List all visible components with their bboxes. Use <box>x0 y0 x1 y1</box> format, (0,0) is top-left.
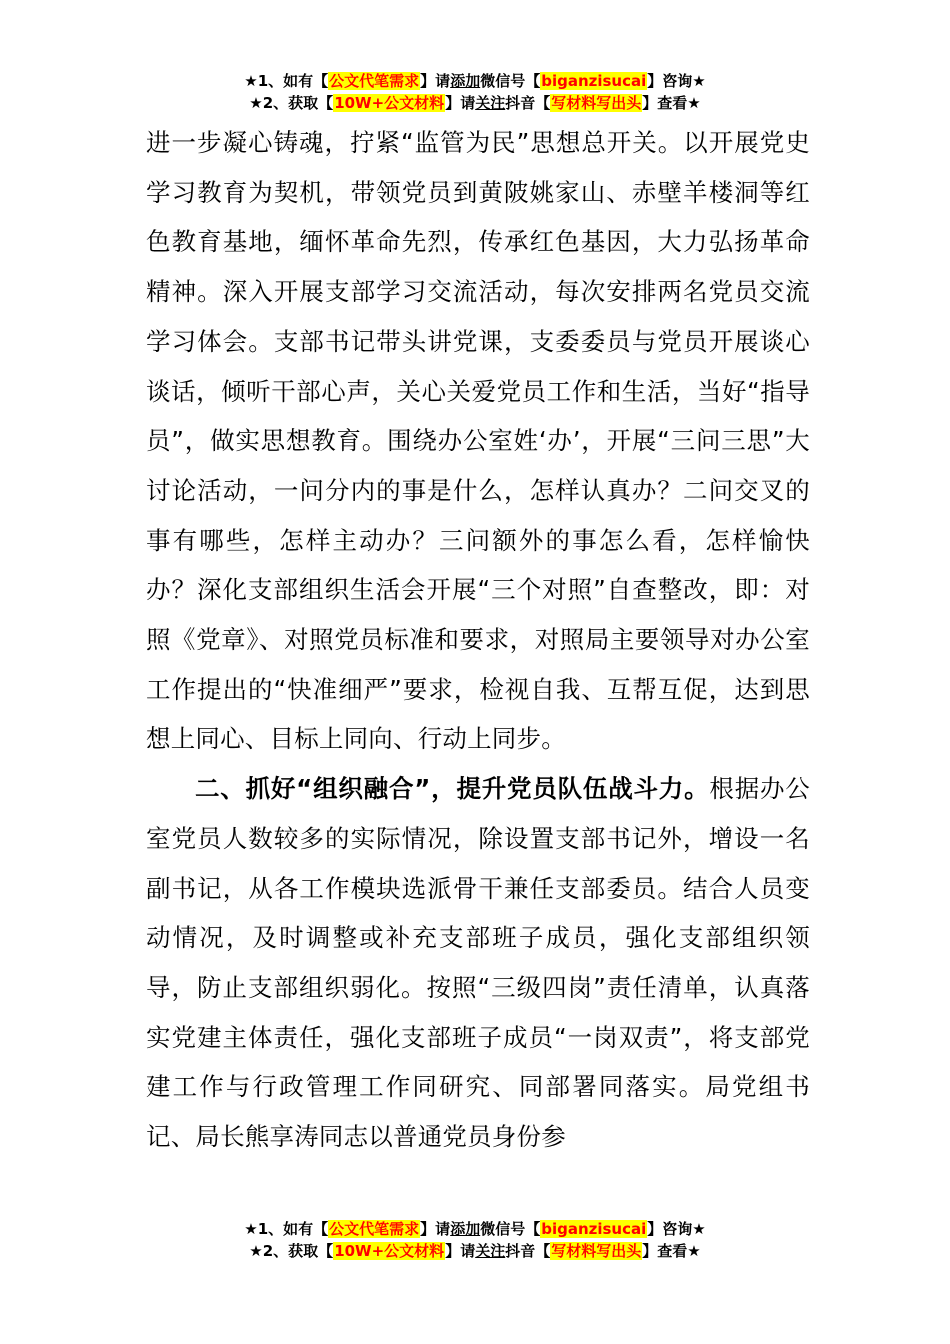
banner-line-1: ★1、如有【公文代笔需求】请添加微信号【biganzisucai】咨询★ <box>244 1220 706 1238</box>
banner-douyin-id: 写材料写出头 <box>551 94 642 112</box>
banner-line-2: ★2、获取【10W+公文材料】请关注抖音【写材料写出头】查看★ <box>249 1242 701 1260</box>
banner-wechat-id: biganzisucai <box>541 72 647 90</box>
footer-banner <box>0 1218 950 1262</box>
banner-highlight: 公文代笔需求 <box>329 72 420 90</box>
banner-wechat-id: biganzisucai <box>541 1220 647 1238</box>
banner-line-1: ★1、如有【公文代笔需求】请添加微信号【biganzisucai】咨询★ <box>244 72 706 90</box>
document-body <box>146 118 810 1162</box>
banner-line-2: ★2、获取【10W+公文材料】请关注抖音【写材料写出头】查看★ <box>249 94 701 112</box>
banner-highlight: 公文代笔需求 <box>329 1220 420 1238</box>
banner-highlight: 10W+公文材料 <box>334 1242 445 1260</box>
banner-douyin-id: 写材料写出头 <box>551 1242 642 1260</box>
body-paragraph <box>146 764 810 1162</box>
body-paragraph: 进一步凝心铸魂，拧紧“监管为民”思想总开关。以开展党史学习教育为契机，带领党员到黄陂姚家山、赤壁羊楼洞等红色教育基地，缅怀革命先烈，传承红色基因，大力弘扬革命精神。深入开展支部学习交流活动，每次安排两名党员交流学习体会。支部书记带头讲党课，支委委员与党员开展谈心谈话，倾听干部心声，关心关爱党员工作和生活，当好“指导员”，做实思想教育。围绕办公室姓‘办’，开展“三问三思”大讨论活动，一问分内的事是什么，怎样认真办？二问交叉的事有哪些，怎样主动办？三问额外的事怎么看，怎样愉快办？深化支部组织生活会开展“三个对照”自查整改，即：对照《党章》、对照党员标准和要求，对照局主要领导对办公室工作提出的“快准细严”要求，检视自我、互帮互促，达到思想上同心、目标上同向、行动上同步。 <box>146 128 810 754</box>
section-text: 根据办公室党员人数较多的实际情况，除设置支部书记外，增设一名副书记，从各工作模块选派骨干兼任支部委员。结合人员变动情况，及时调整或补充支部班子成员，强化支部组织领导，防止支部组织弱化。按照“三级四岗”责任清单，认真落实党建主体责任，强化支部班子成员“一岗双责”，将支部党建工作与行政管理工作同研究、同部署同落实。局党组书记、局长熊享涛同志以普通党员身份参 <box>146 774 810 1152</box>
section-heading: 二、抓好“组织融合”，提升党员队伍战斗力。 <box>195 774 710 804</box>
banner-highlight: 10W+公文材料 <box>334 94 445 112</box>
header-banner <box>0 70 950 114</box>
